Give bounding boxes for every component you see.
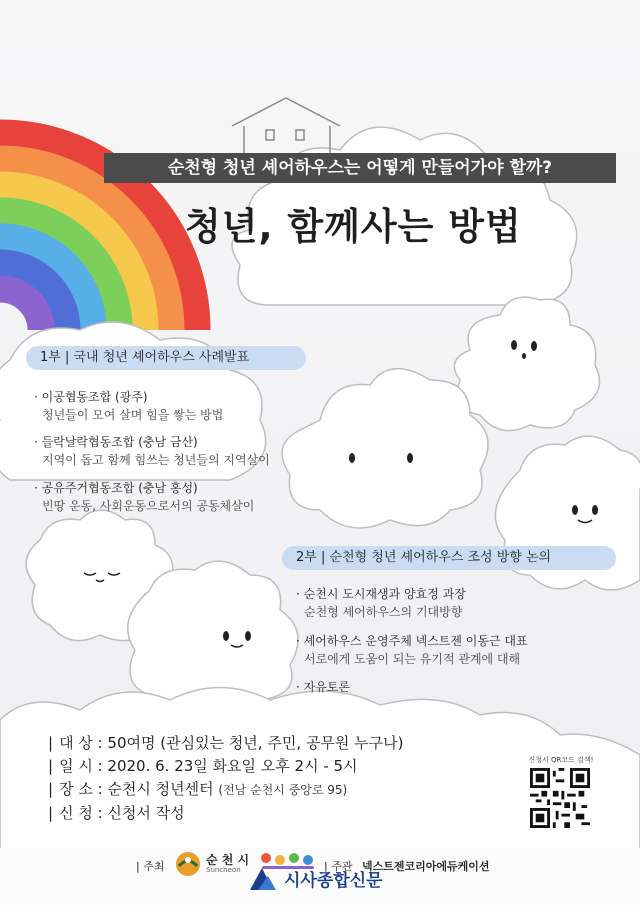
qr-label: 신청서 QR코드 검색! (528, 756, 594, 764)
part2-item-title: · 자유토론 (296, 680, 350, 694)
info-key: 신 청 (59, 804, 93, 822)
watermark-text: 시사종합신문 (284, 871, 383, 891)
part1-item-desc: 지역이 돕고 함께 힘쓰는 청년들의 지역살이 (42, 453, 270, 467)
part1-item-title: · 이공협동조합 (광주) (34, 390, 148, 404)
part2-label: 2부 | 순천형 청년 셰어하우스 조성 방향 논의 (282, 546, 616, 570)
house-icon (232, 98, 340, 154)
part2-item-desc: 서로에게 도움이 되는 유기적 관계에 대해 (304, 652, 521, 666)
part2-item-title: · 셰어하우스 운영주체 넥스트젠 이동근 대표 (296, 634, 528, 648)
part2-item-2 (296, 632, 528, 668)
info-row-place: | 장 소 : 순천시 청년센터 (전남 순천시 중앙로 95) (48, 780, 348, 798)
info-row-date: | 일 시 : 2020. 6. 23일 화요일 오후 2시 - 5시 (48, 757, 358, 775)
info-row-target: | 대 상 : 50여명 (관심있는 청년, 주민, 공무원 누구나) (48, 734, 404, 752)
organizer-label: | 주관 (324, 860, 353, 873)
subtitle-banner: 순천형 청년 셰어하우스는 어떻게 만들어가야 할까? (104, 153, 616, 183)
info-key: 대 상 (59, 734, 93, 752)
info-key: 일 시 (59, 757, 93, 775)
part1-item-title: · 공유주거협동조합 (충남 홍성) (34, 481, 198, 495)
info-value: 50여명 (관심있는 청년, 주민, 공무원 누구나) (107, 734, 404, 752)
rainbow-band (0, 289, 41, 330)
organizer-name: 넥스트젠코리아에듀케이션 (362, 860, 490, 873)
qr-code-icon[interactable] (530, 768, 590, 828)
part2-item-1 (296, 585, 466, 621)
info-note: (전남 순천시 중앙로 95) (218, 783, 348, 797)
info-row-apply: | 신 청 : 신청서 작성 (48, 804, 185, 822)
part1-item-title: · 들락날락협동조합 (충남 금산) (34, 435, 198, 449)
part2-item-3 (296, 678, 350, 696)
cloud-right-top (454, 297, 599, 430)
part1-item-3 (34, 479, 254, 515)
part2-item-desc: 순천형 셰어하우스의 기대방향 (304, 605, 463, 619)
host-label: | 주최 (136, 860, 165, 873)
info-value: 2020. 6. 23일 화요일 오후 2시 - 5시 (107, 757, 358, 775)
city-sub: Suncheon (206, 866, 241, 874)
event-info (48, 732, 403, 825)
city-name: 순 천 시 (206, 853, 250, 867)
part2-item-title: · 순천시 도시재생과 양효정 과장 (296, 587, 466, 601)
part1-item-desc: 청년들이 모여 살며 힘을 쌓는 방법 (42, 408, 224, 422)
news-logo-icon (248, 866, 278, 892)
suncheon-emblem-icon (174, 850, 202, 878)
part1-item-desc: 빈땅 운동, 사회운동으로서의 공동체살이 (42, 499, 255, 513)
part1-label: 1부 | 국내 청년 셰어하우스 사례발표 (26, 346, 306, 370)
info-key: 장 소 (59, 780, 93, 798)
part1-item-2 (34, 433, 270, 469)
info-value: 순천시 청년센터 (107, 780, 214, 798)
cloud-center (282, 369, 488, 528)
main-title: 청년, 함께사는 방법 (185, 205, 522, 248)
info-value: 신청서 작성 (107, 804, 185, 822)
part1-item-1 (34, 388, 223, 424)
